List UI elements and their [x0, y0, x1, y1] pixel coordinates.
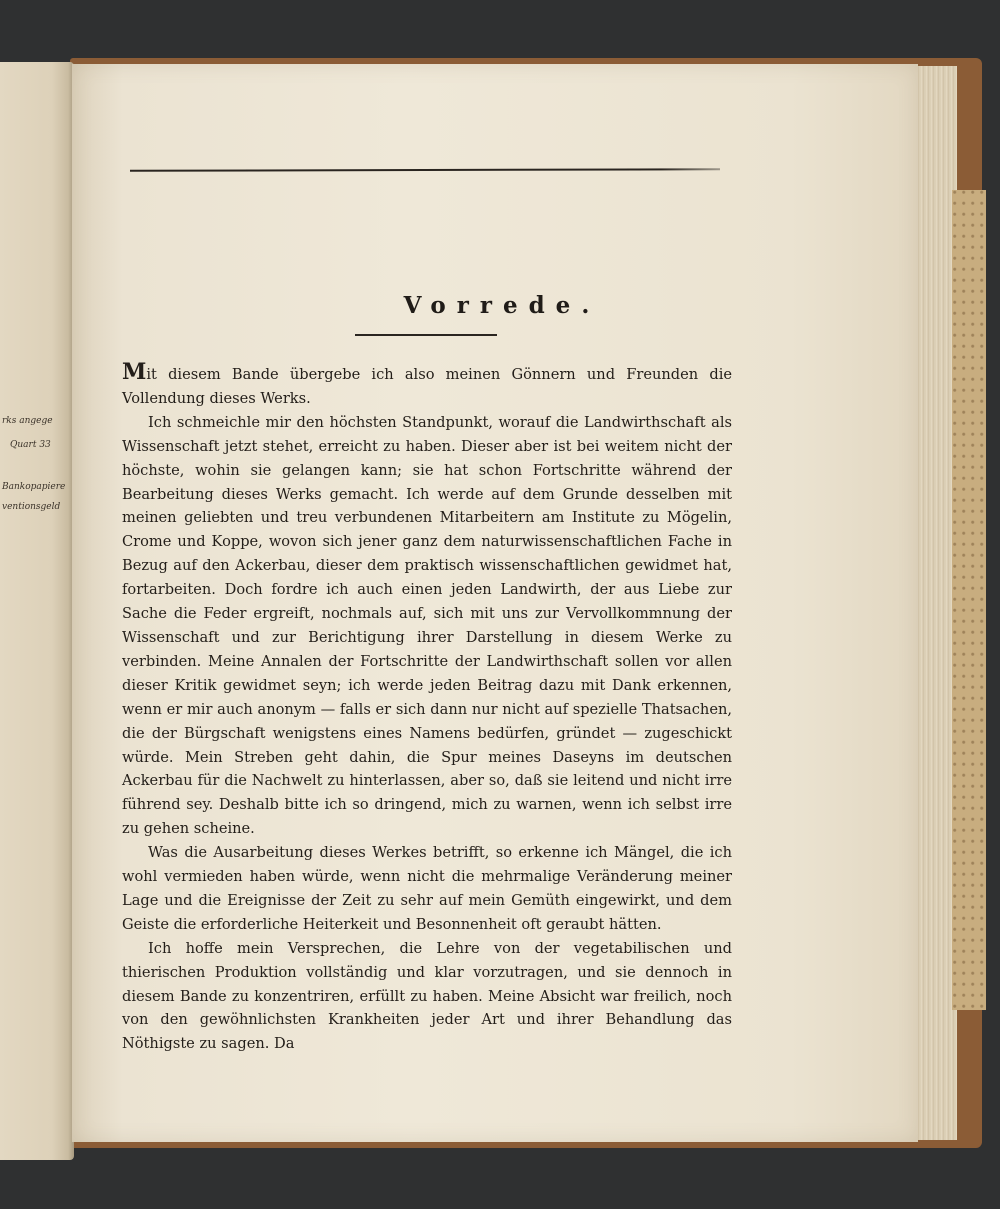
catchword: Da [274, 1035, 295, 1053]
paragraph-text: it diesem Bande übergebe ich also meinen Gönnern und Freunden die Vollendung dieses Werks. [122, 366, 732, 407]
paragraph-text: Was die Ausarbeitung dieses Werkes betrifft, so erkenne ich Mängel, die ich wohl vermieden haben würde, wenn nicht die mehrmalige Veränderung meiner Lage und die Ereignisse der Zeit zu sehr auf mein Gemüth eingewirkt, und dem Geiste die erforderliche Heiterkeit und Besonnenheit oft geraubt hätten. [122, 844, 732, 933]
left-page-note: ventionsgeld [2, 502, 61, 512]
left-page-note: rks angege [2, 416, 53, 426]
initial-letter: M [122, 359, 147, 385]
heading-underline [355, 334, 497, 336]
body-text [122, 359, 732, 1056]
left-facing-page [0, 62, 74, 1160]
left-page-note: Quart 33 [10, 440, 51, 450]
paragraph [122, 937, 732, 1057]
page-heading: Vorrede. [403, 292, 601, 319]
paragraph-text: Ich hoffe mein Versprechen, die Lehre von der vegetabilischen und thierischen Produktion vollständig und klar vorzutragen, und sie dennoch in diesem Bande zu konzentriren, erfüllt zu haben. Meine Absicht war freilich, noch von den gewöhnlichsten Krankheiten jeder Art und ihrer Behandlung das Nöthigste zu sagen. [122, 939, 732, 1053]
paragraph [122, 841, 732, 937]
header-rule [130, 168, 720, 172]
marbled-cover-strip [952, 190, 986, 1010]
paragraph-text: Ich schmeichle mir den höchsten Standpunkt, worauf die Landwirthschaft als Wissenschaft jetzt stehet, erreicht zu haben. Dieser aber ist bei weitem nicht der höchste, wohin sie gelangen kann; sie hat schon Fortschritte während der Bearbeitung dieses Werks gemacht. Ich werde auf dem Grunde desselben mit meinen geliebten und treu verbundenen Mitarbeitern am Institute zu Mögelin, Crome und Koppe, wovon sich jener ganz dem naturwissenschaftlichen Fache in Bezug auf den Ackerbau, dieser dem praktisch wissenschaftlichen gewidmet hat, fortarbeiten. Doch fordre ich auch einen jeden Landwirth, der aus Liebe zur Sache die Feder ergreift, nochmals auf, sich mit uns zur Vervollkommnung der Wissenschaft und zur Berichtigung ihrer Darstellung in diesem Werke zu verbinden. Meine Annalen der Fortschritte der Landwirthschaft sollen vor allen dieser Kritik gewidmet seyn; ich werde jeden Beitrag dazu mit Dank erkennen, wenn er mir auch anonym — falls er sich dann nur nicht auf spezielle Thatsachen, die der Bürgschaft wenigstens eines Namens bedürfen, gründet — zugeschickt würde. Mein Streben geht dahin, die Spur meines Daseyns im deutschen Ackerbau für die Nachwelt zu hinterlassen, aber so, daß sie leitend und nicht irre führend sey. Deshalb bitte ich so dringend, mich zu warnen, wenn ich selbst irre zu gehen scheine. [122, 413, 732, 838]
left-page-note: Bankopapiere [2, 482, 66, 492]
main-page [72, 64, 918, 1142]
paragraph [122, 359, 732, 411]
paragraph [122, 411, 732, 841]
